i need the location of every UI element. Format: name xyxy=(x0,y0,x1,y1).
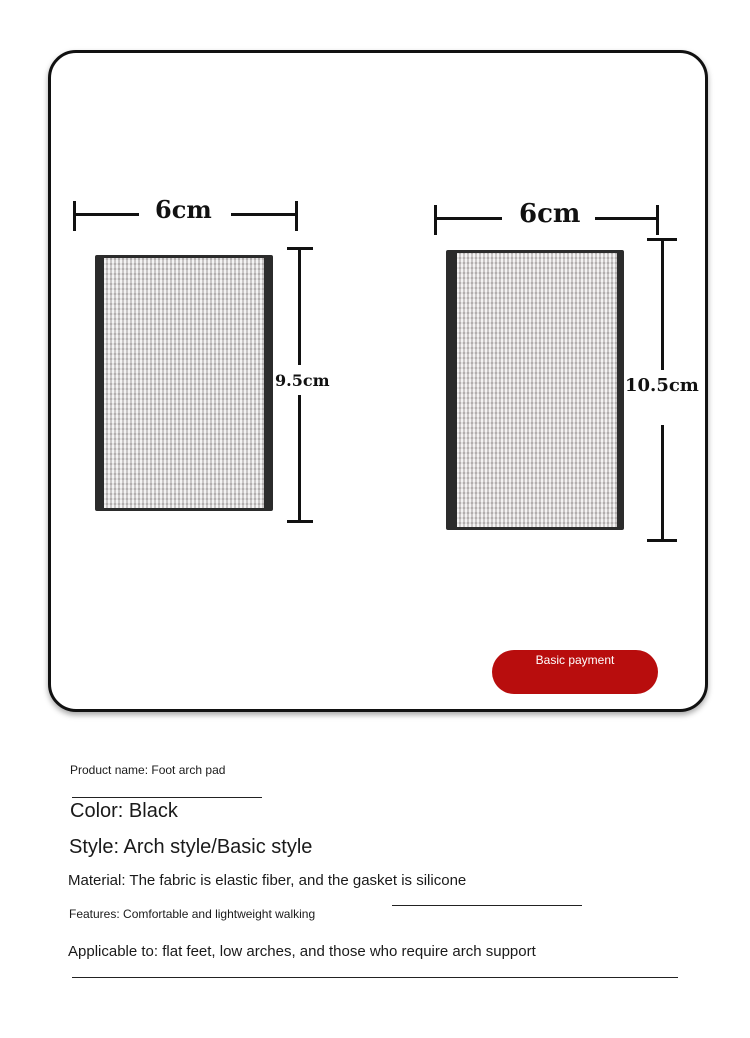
right-width-line-a xyxy=(434,217,502,220)
left-width-line-a xyxy=(73,213,139,216)
left-arch-pad-image xyxy=(95,255,273,511)
style-text: Style: Arch style/Basic style xyxy=(69,836,313,858)
left-width-line-b xyxy=(231,213,297,216)
right-pad-mesh xyxy=(457,253,617,527)
material-text: Material: The fabric is elastic fiber, and the gasket is silicone xyxy=(68,872,467,889)
right-width-tick-end xyxy=(656,205,659,235)
right-width-label: 6cm xyxy=(519,199,581,229)
applicable-underline xyxy=(72,977,678,978)
left-width-tick-end xyxy=(295,201,298,231)
right-width-line-b xyxy=(595,217,657,220)
right-height-line-a xyxy=(661,238,664,370)
right-width-tick-start xyxy=(434,205,437,235)
right-arch-pad-image xyxy=(446,250,624,530)
right-height-tick-bottom xyxy=(647,539,677,542)
left-width-label: 6cm xyxy=(155,195,212,224)
product-name-underline xyxy=(72,797,262,798)
left-height-label: 9.5cm xyxy=(275,371,330,390)
left-pad-mesh xyxy=(104,258,264,508)
right-height-line-b xyxy=(661,425,664,541)
left-width-tick-start xyxy=(73,201,76,231)
product-card xyxy=(48,50,708,712)
product-name-text: Product name: Foot arch pad xyxy=(70,763,226,777)
color-text: Color: Black xyxy=(70,800,178,822)
left-height-line-b xyxy=(298,395,301,521)
basic-payment-badge: Basic payment xyxy=(492,650,658,694)
material-underline xyxy=(392,905,582,906)
left-height-line-a xyxy=(298,247,301,365)
right-height-label: 10.5cm xyxy=(625,375,699,396)
features-text: Features: Comfortable and lightweight walking xyxy=(69,907,316,921)
left-height-tick-bottom xyxy=(287,520,313,523)
applicable-text: Applicable to: flat feet, low arches, and those who require arch support xyxy=(68,943,536,960)
